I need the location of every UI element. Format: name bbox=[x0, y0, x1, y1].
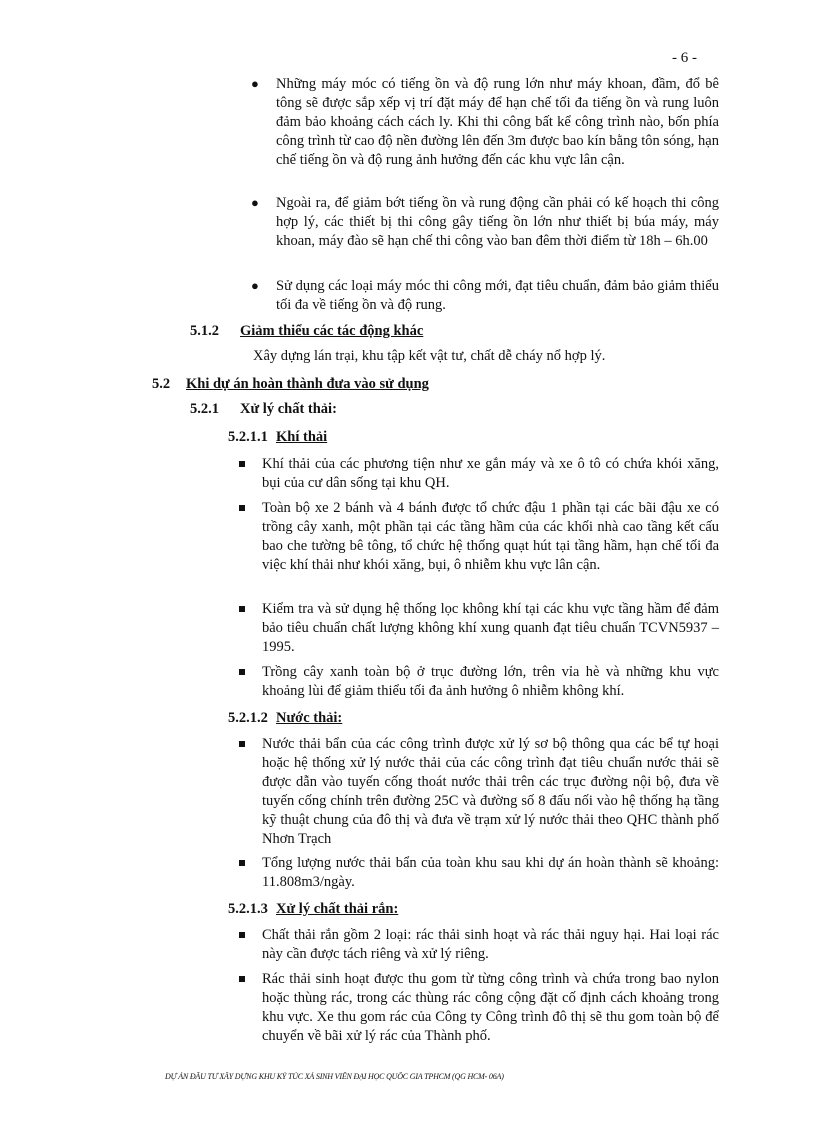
bullet-dot-icon: ● bbox=[251, 278, 259, 293]
bullet-square-icon bbox=[239, 932, 245, 938]
bullet-square-icon bbox=[239, 606, 245, 612]
bullet-square-icon bbox=[239, 741, 245, 747]
bullet-square-icon bbox=[239, 669, 245, 675]
paragraph-exhaust-vehicles: Khí thải của các phương tiện như xe gắn máy và xe ô tô có chứa khói xăng, bụi của cư dân sống tại khu QH. bbox=[262, 456, 719, 491]
section-number-5-1-2: 5.1.2 bbox=[190, 323, 219, 339]
bullet-square-icon bbox=[239, 461, 245, 467]
paragraph-new-machines: Sử dụng các loại máy móc thi công mới, đạt tiêu chuẩn, đảm bảo giảm thiểu tối đa về tiếng ồn và độ rung. bbox=[276, 278, 719, 313]
section-number-5-2-1: 5.2.1 bbox=[190, 401, 219, 417]
page-footer: DỰ ÁN ĐẦU TƯ XÂY DỰNG KHU KÝ TÚC XÁ SINH VIÊN ĐẠI HỌC QUỐC GIA TPHCM (QG HCM- 06A) bbox=[165, 1072, 504, 1081]
section-title-5-2: Khi dự án hoàn thành đưa vào sử dụng bbox=[186, 376, 429, 392]
bullet-square-icon bbox=[239, 976, 245, 982]
section-number-5-2-1-3: 5.2.1.3 bbox=[228, 901, 268, 917]
section-title-5-1-2: Giảm thiểu các tác động khác bbox=[240, 323, 424, 339]
bullet-square-icon bbox=[239, 505, 245, 511]
bullet-dot-icon: ● bbox=[251, 76, 259, 91]
section-number-5-2-1-2: 5.2.1.2 bbox=[228, 710, 268, 726]
section-title-5-2-1-1: Khí thải bbox=[276, 429, 328, 445]
paragraph-parking: Toàn bộ xe 2 bánh và 4 bánh được tổ chức đậu 1 phần tại các bãi đậu xe có trồng cây xanh, một phần tại các tầng hầm của các khối nhà cao tầng kết cấu bao che tường bê tông, tổ chức hệ thống quạt hút tại tầng hầm, hạn chế tối đa việc khí thải như khói xăng, bụi, ô nhiễm khu vực lân cận. bbox=[262, 500, 719, 573]
paragraph-trees: Trồng cây xanh toàn bộ ở trục đường lớn, trên vỉa hè và những khu vực khoảng lùi để giảm thiểu tối đa ảnh hưởng ô nhiễm không khí. bbox=[262, 664, 719, 699]
paragraph-air-filter: Kiểm tra và sử dụng hệ thống lọc không khí tại các khu vực tầng hầm để đảm bảo tiêu chuẩn chất lượng không khí xung quanh đạt tiêu chuẩn TCVN5937 – 1995. bbox=[262, 601, 719, 655]
page-number: - 6 - bbox=[672, 50, 697, 66]
paragraph-noise-machines: Những máy móc có tiếng ồn và độ rung lớn như máy khoan, đầm, đổ bê tông sẽ được sắp xếp vị trí đặt máy để hạn chế tối đa tiếng ồn và rung luôn đảm bảo khoảng cách cách ly. Khi thi công bất kể công trình nào, bốn phía công trình từ cao độ nền đường lên đến 3m được bao kín bằng tôn sóng, hạn chế tiếng ồn và độ rung ảnh hưởng đến các khu vực lân cận. bbox=[276, 76, 719, 168]
section-number-5-2-1-1: 5.2.1.1 bbox=[228, 429, 268, 445]
section-title-5-2-1-2: Nước thải: bbox=[276, 710, 343, 726]
section-title-5-2-1-3: Xử lý chất thải rắn: bbox=[276, 901, 399, 917]
paragraph-wastewater-total: Tổng lượng nước thải bẩn của toàn khu sau khi dự án hoàn thành sẽ khoảng: 11.808m3/ngày. bbox=[262, 855, 719, 890]
paragraph-solid-waste-collection: Rác thải sinh hoạt được thu gom từ từng công trình và chứa trong bao nylon hoặc thùng rác, trong các thùng rác công cộng đặt cố định cách khoảng trong khu vực. Xe thu gom rác của Công ty Công trình đô thị sẽ thu gom toàn bộ để chuyển về bãi xử lý rác của Thành phố. bbox=[262, 971, 719, 1044]
bullet-square-icon bbox=[239, 860, 245, 866]
paragraph-wastewater: Nước thải bẩn của các công trình được xử lý sơ bộ thông qua các bể tự hoại hoặc hệ thống xử lý nước thải của các công trình đạt tiêu chuẩn nước thải sẽ được dẫn vào tuyến cống thoát nước thải trên các trục đường nội bộ, đưa về tuyến cống chính trên đường 25C và đường số 8 đấu nối vào hệ thống hạ tầng kỹ thuật chung của đô thị và đưa về trạm xử lý nước thải theo QHC thành phố Nhơn Trạch bbox=[262, 736, 719, 847]
section-number-5-2: 5.2 bbox=[152, 376, 171, 392]
paragraph-construction-plan: Ngoài ra, để giảm bớt tiếng ồn và rung động cần phải có kế hoạch thi công hợp lý, các thiết bị thi công gây tiếng ồn lớn như thiết bị búa máy, máy khoan, máy đào sẽ hạn chế thi công vào ban đêm thời điểm từ 18h – 6h.00 bbox=[276, 195, 719, 249]
bullet-dot-icon: ● bbox=[251, 195, 259, 210]
section-title-5-2-1: Xử lý chất thải: bbox=[240, 401, 337, 417]
paragraph-5-1-2: Xây dựng lán trại, khu tập kết vật tư, chất dễ cháy nổ hợp lý. bbox=[253, 348, 606, 364]
paragraph-solid-waste-types: Chất thải rắn gồm 2 loại: rác thải sinh hoạt và rác thải nguy hại. Hai loại rác này cần được tách riêng và xử lý riêng. bbox=[262, 927, 719, 962]
